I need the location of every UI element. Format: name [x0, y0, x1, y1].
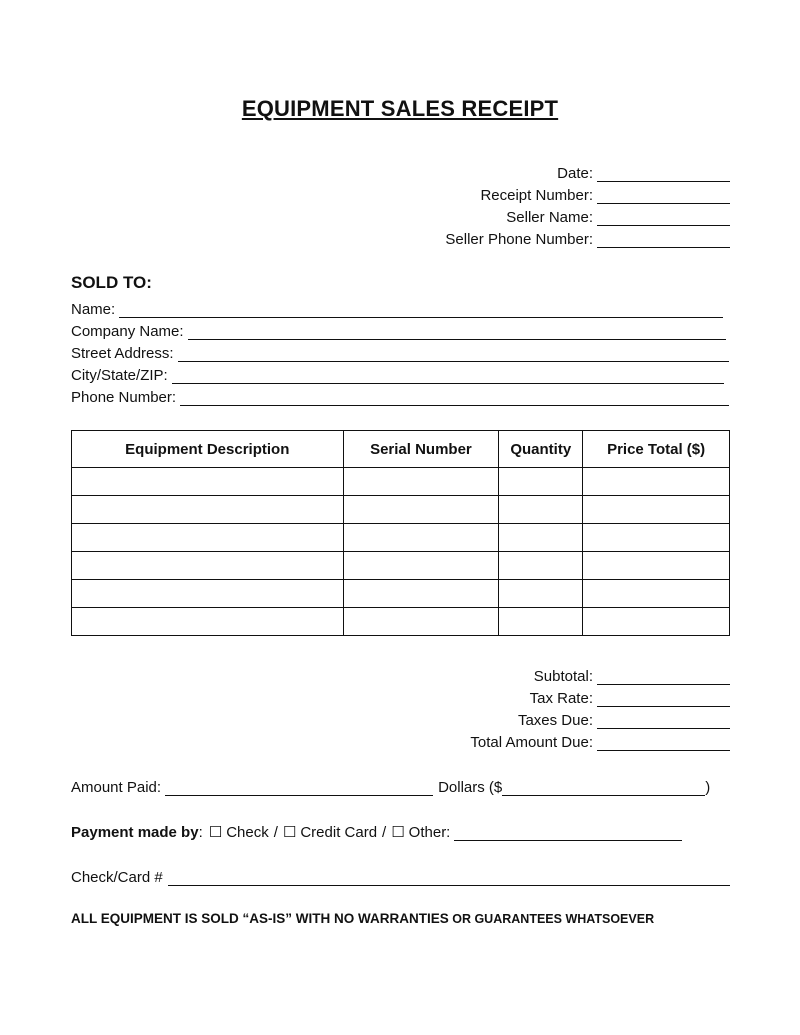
buyer-name-label: Name:: [71, 301, 116, 318]
street-address-row: [71, 340, 729, 362]
payment-method-row: [71, 819, 730, 841]
seller-phone-label: Seller Phone Number:: [445, 231, 593, 248]
serial-number-cell[interactable]: [343, 608, 499, 636]
seller-phone-field[interactable]: [597, 233, 730, 248]
serial-number-cell[interactable]: [343, 580, 499, 608]
street-address-label: Street Address:: [71, 345, 174, 362]
sold-to-fields: [71, 296, 729, 406]
price-total-cell[interactable]: [583, 608, 730, 636]
description-cell[interactable]: [72, 524, 344, 552]
separator: /: [382, 824, 387, 841]
price-total-cell[interactable]: [583, 468, 730, 496]
description-cell[interactable]: [72, 552, 344, 580]
date-row: [445, 160, 730, 182]
subtotal-label: Subtotal:: [533, 668, 593, 685]
city-state-zip-label: City/State/ZIP:: [71, 367, 168, 384]
seller-name-label: Seller Name:: [506, 209, 593, 226]
quantity-cell[interactable]: [499, 608, 583, 636]
quantity-cell[interactable]: [499, 468, 583, 496]
total-amount-label: Total Amount Due:: [470, 734, 593, 751]
table-row: [72, 608, 730, 636]
credit-card-checkbox[interactable]: ☐: [282, 824, 297, 841]
check-option-label: Check: [226, 824, 269, 841]
quantity-cell[interactable]: [499, 496, 583, 524]
street-address-field[interactable]: [178, 347, 729, 362]
buyer-name-row: [71, 296, 729, 318]
dollars-close: ): [705, 779, 711, 796]
taxes-due-field[interactable]: [597, 714, 730, 729]
check-card-label: Check/Card #: [71, 869, 163, 886]
description-cell[interactable]: [72, 496, 344, 524]
header-fields: [445, 160, 730, 248]
quantity-cell[interactable]: [499, 524, 583, 552]
receipt-number-row: [445, 182, 730, 204]
column-header-serial: Serial Number: [343, 431, 499, 468]
table-row: [72, 468, 730, 496]
tax-rate-row: [470, 685, 730, 707]
check-card-row: [71, 864, 730, 886]
price-total-cell[interactable]: [583, 552, 730, 580]
check-card-field[interactable]: [168, 871, 730, 886]
table-header-row: [72, 431, 730, 468]
seller-name-row: [445, 204, 730, 226]
phone-number-label: Phone Number:: [71, 389, 177, 406]
totals-fields: [470, 663, 730, 751]
disclaimer-main: ALL EQUIPMENT IS SOLD “AS-IS” WITH NO WARRANTIES: [71, 911, 449, 926]
date-field[interactable]: [597, 167, 730, 182]
city-state-zip-field[interactable]: [172, 369, 724, 384]
table-row: [72, 496, 730, 524]
phone-number-row: [71, 384, 729, 406]
table-row: [72, 524, 730, 552]
company-name-label: Company Name:: [71, 323, 184, 340]
description-cell[interactable]: [72, 608, 344, 636]
disclaimer-tail: OR GUARANTEES WHATSOEVER: [448, 912, 655, 926]
credit-card-option-label: Credit Card: [300, 824, 378, 841]
description-cell[interactable]: [72, 468, 344, 496]
other-checkbox[interactable]: ☐: [391, 824, 405, 841]
price-total-cell[interactable]: [583, 524, 730, 552]
amount-paid-label: Amount Paid:: [71, 779, 162, 796]
taxes-due-label: Taxes Due:: [517, 712, 593, 729]
price-total-cell[interactable]: [583, 496, 730, 524]
column-header-price: Price Total ($): [583, 431, 730, 468]
check-checkbox[interactable]: ☐: [208, 824, 223, 841]
column-header-description: Equipment Description: [72, 431, 344, 468]
city-state-zip-row: [71, 362, 729, 384]
total-amount-row: [470, 729, 730, 751]
table-row: [72, 580, 730, 608]
subtotal-field[interactable]: [597, 670, 730, 685]
date-label: Date:: [557, 165, 593, 182]
amount-paid-field[interactable]: [165, 781, 433, 796]
subtotal-row: [470, 663, 730, 685]
dollars-field[interactable]: [502, 781, 705, 796]
seller-name-field[interactable]: [597, 211, 730, 226]
company-name-field[interactable]: [188, 325, 726, 340]
amount-paid-row: [71, 774, 730, 796]
receipt-number-field[interactable]: [597, 189, 730, 204]
taxes-due-row: [470, 707, 730, 729]
table-row: [72, 552, 730, 580]
disclaimer: [71, 911, 654, 926]
total-amount-field[interactable]: [597, 736, 730, 751]
price-total-cell[interactable]: [583, 580, 730, 608]
page-title: EQUIPMENT SALES RECEIPT: [241, 96, 559, 121]
payment-label: Payment made by: [71, 824, 199, 841]
tax-rate-label: Tax Rate:: [529, 690, 593, 707]
phone-number-field[interactable]: [180, 391, 729, 406]
separator: /: [273, 824, 278, 841]
payment-colon: :: [198, 824, 203, 841]
other-option-label: Other:: [408, 824, 451, 841]
tax-rate-field[interactable]: [597, 692, 730, 707]
equipment-table: [71, 430, 730, 636]
company-name-row: [71, 318, 729, 340]
serial-number-cell[interactable]: [343, 552, 499, 580]
serial-number-cell[interactable]: [343, 468, 499, 496]
other-field[interactable]: [454, 826, 682, 841]
receipt-number-label: Receipt Number:: [480, 187, 593, 204]
serial-number-cell[interactable]: [343, 496, 499, 524]
seller-phone-row: [445, 226, 730, 248]
description-cell[interactable]: [72, 580, 344, 608]
buyer-name-field[interactable]: [119, 303, 723, 318]
serial-number-cell[interactable]: [343, 524, 499, 552]
quantity-cell[interactable]: [499, 580, 583, 608]
sold-to-heading: SOLD TO:: [71, 273, 152, 292]
quantity-cell[interactable]: [499, 552, 583, 580]
column-header-quantity: Quantity: [499, 431, 583, 468]
dollars-label: Dollars ($: [438, 779, 503, 796]
